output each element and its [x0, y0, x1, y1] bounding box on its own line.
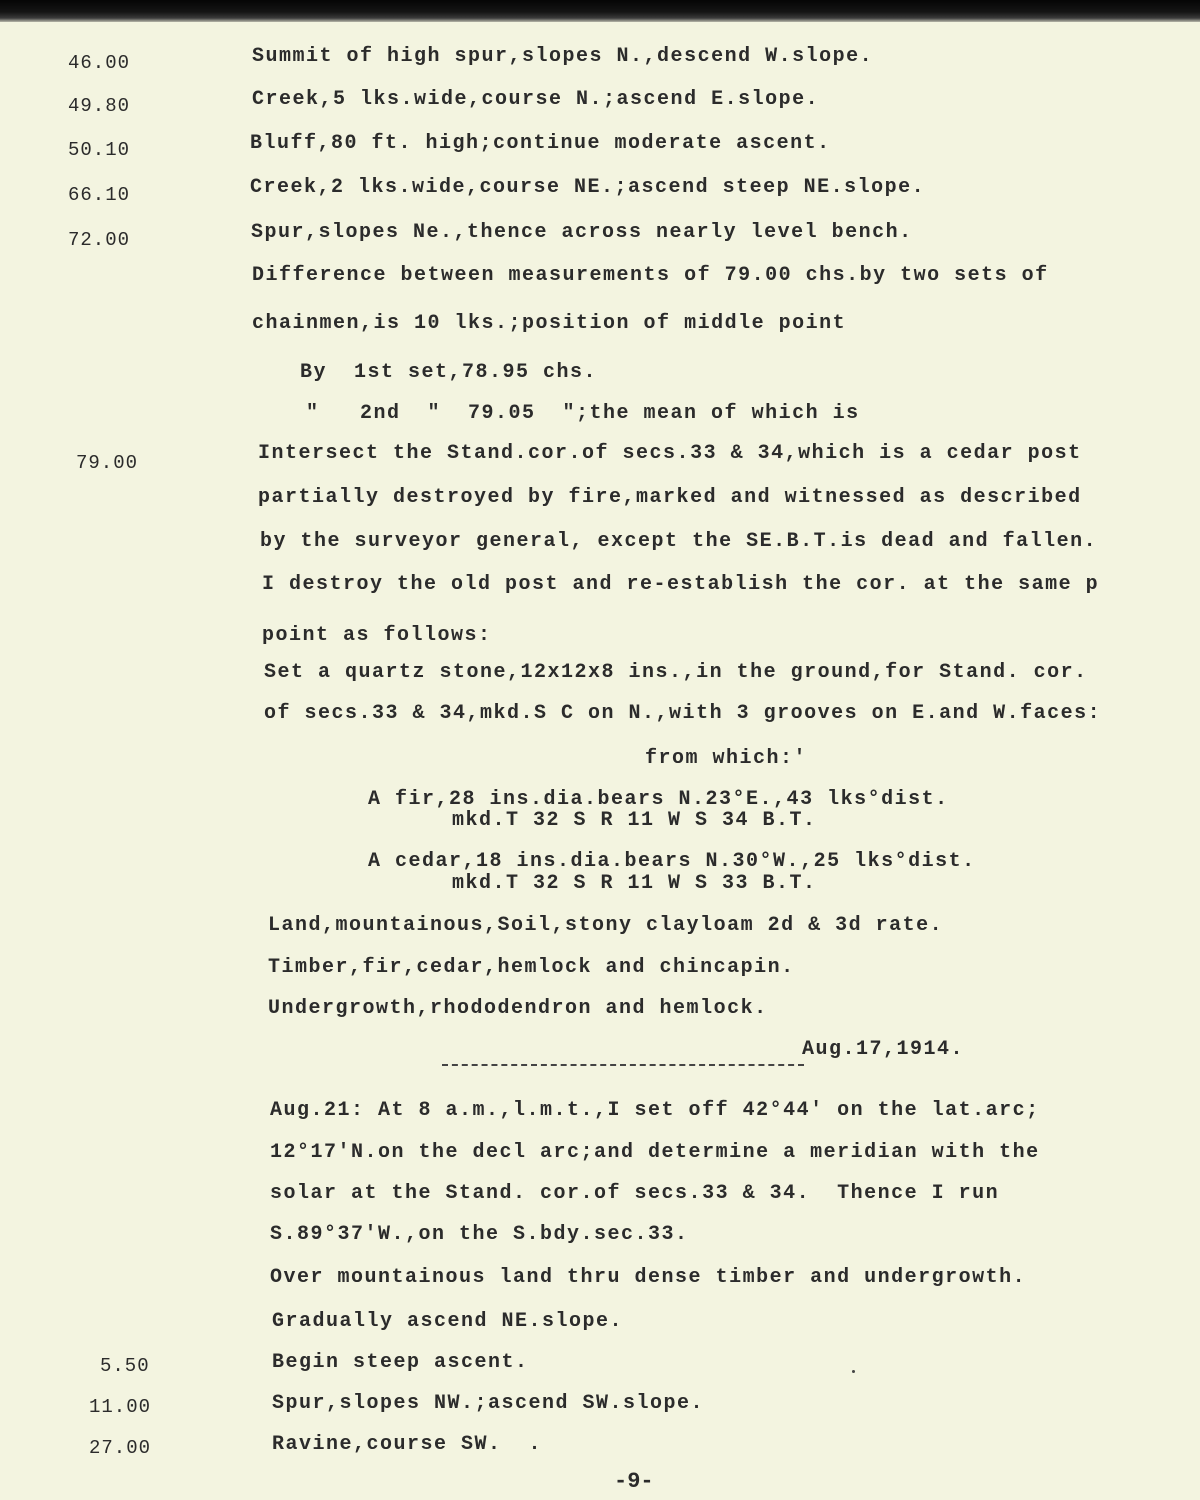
- note-line: Over mountainous land thru dense timber and undergrowth.: [270, 1266, 1027, 1289]
- ink-speck: [852, 1370, 855, 1373]
- distance-entry: 46.00: [68, 52, 131, 74]
- note-line: Creek,5 lks.wide,course N.;ascend E.slope.: [252, 88, 820, 111]
- note-line: " 2nd " 79.05 ";the mean of which is: [306, 402, 860, 425]
- note-line: point as follows:: [262, 624, 492, 647]
- note-line: Creek,2 lks.wide,course NE.;ascend steep NE.slope.: [250, 176, 926, 199]
- note-line: Bluff,80 ft. high;continue moderate ascent.: [250, 132, 831, 155]
- bearing-tree-line: A fir,28 ins.dia.bears N.23°E.,43 lks°dist.: [368, 788, 949, 811]
- note-line: I destroy the old post and re-establish the cor. at the same p: [262, 573, 1100, 596]
- distance-entry: 66.10: [68, 184, 131, 206]
- bearing-tree-marks: mkd.T 32 S R 11 W S 33 B.T.: [452, 872, 817, 895]
- note-line: Difference between measurements of 79.00 chs.by two sets of: [252, 264, 1049, 287]
- distance-entry: 49.80: [68, 95, 131, 117]
- note-line: from which:': [645, 747, 808, 770]
- section-separator: [442, 1064, 804, 1066]
- note-line: Spur,slopes NW.;ascend SW.slope.: [272, 1392, 705, 1415]
- note-line: chainmen,is 10 lks.;position of middle point: [252, 312, 847, 335]
- distance-entry: 50.10: [68, 139, 131, 161]
- entry-date: Aug.17,1914.: [802, 1038, 965, 1061]
- note-line: Gradually ascend NE.slope.: [272, 1310, 624, 1333]
- note-line: Summit of high spur,slopes N.,descend W.slope.: [252, 45, 874, 68]
- page-number: -9-: [614, 1469, 654, 1494]
- note-line: partially destroyed by fire,marked and witnessed as described: [258, 486, 1082, 509]
- note-line: Intersect the Stand.cor.of secs.33 & 34,which is a cedar post: [258, 442, 1082, 465]
- distance-entry: 5.50: [100, 1355, 150, 1377]
- note-line: 12°17'N.on the decl arc;and determine a meridian with the: [270, 1141, 1040, 1164]
- note-line: Undergrowth,rhododendron and hemlock.: [268, 997, 768, 1020]
- note-line: of secs.33 & 34,mkd.S C on N.,with 3 grooves on E.and W.faces:: [264, 702, 1102, 725]
- note-line: Begin steep ascent.: [272, 1351, 529, 1374]
- note-line: by the surveyor general, except the SE.B.T.is dead and fallen.: [260, 530, 1098, 553]
- note-line: Set a quartz stone,12x12x8 ins.,in the ground,for Stand. cor.: [264, 661, 1088, 684]
- note-line: Ravine,course SW. .: [272, 1433, 543, 1456]
- note-line: Spur,slopes Ne.,thence across nearly level bench.: [251, 221, 913, 244]
- scan-top-edge: [0, 0, 1200, 22]
- note-line: S.89°37'W.,on the S.bdy.sec.33.: [270, 1223, 689, 1246]
- distance-entry: 27.00: [89, 1437, 152, 1459]
- note-line: solar at the Stand. cor.of secs.33 & 34. Thence I run: [270, 1182, 1000, 1205]
- note-line: Land,mountainous,Soil,stony clayloam 2d & 3d rate.: [268, 914, 944, 937]
- note-line: By 1st set,78.95 chs.: [300, 361, 598, 384]
- bearing-tree-line: A cedar,18 ins.dia.bears N.30°W.,25 lks°dist.: [368, 850, 976, 873]
- distance-entry: 79.00: [76, 452, 139, 474]
- distance-entry: 11.00: [89, 1396, 152, 1418]
- bearing-tree-marks: mkd.T 32 S R 11 W S 34 B.T.: [452, 809, 817, 832]
- note-line: Aug.21: At 8 a.m.,l.m.t.,I set off 42°44' on the lat.arc;: [270, 1099, 1040, 1122]
- note-line: Timber,fir,cedar,hemlock and chincapin.: [268, 956, 795, 979]
- distance-entry: 72.00: [68, 229, 131, 251]
